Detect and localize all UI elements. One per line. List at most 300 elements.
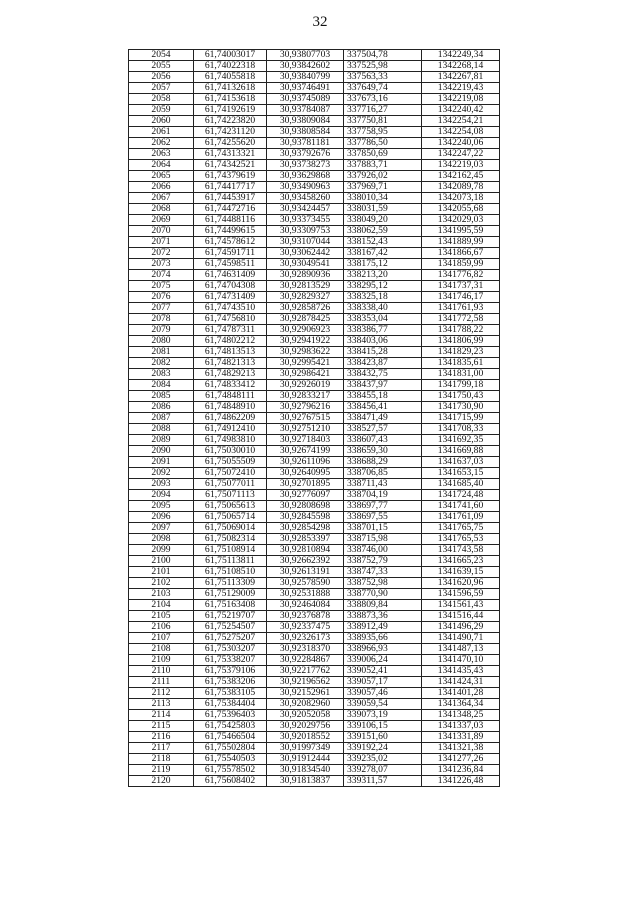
longitude-cell: 30,92767515 — [267, 413, 344, 424]
y-coordinate-cell: 1342219,03 — [422, 160, 500, 171]
y-coordinate-cell: 1341866,67 — [422, 248, 500, 259]
point-number-cell: 2107 — [129, 633, 194, 644]
point-number-cell: 2071 — [129, 237, 194, 248]
x-coordinate-cell: 338338,40 — [344, 303, 422, 314]
longitude-cell: 30,92751210 — [267, 424, 344, 435]
table-row — [129, 204, 500, 215]
point-number-cell: 2091 — [129, 457, 194, 468]
table-row — [129, 732, 500, 743]
table-row — [129, 347, 500, 358]
y-coordinate-cell: 1341715,99 — [422, 413, 500, 424]
longitude-cell: 30,92611096 — [267, 457, 344, 468]
point-number-cell: 2063 — [129, 149, 194, 160]
longitude-cell: 30,93792676 — [267, 149, 344, 160]
y-coordinate-cell: 1342073,18 — [422, 193, 500, 204]
point-number-cell: 2080 — [129, 336, 194, 347]
latitude-cell: 61,74003017 — [194, 50, 267, 61]
point-number-cell: 2113 — [129, 699, 194, 710]
longitude-cell: 30,92464084 — [267, 600, 344, 611]
latitude-cell: 61,74578612 — [194, 237, 267, 248]
x-coordinate-cell: 338697,77 — [344, 501, 422, 512]
point-number-cell: 2062 — [129, 138, 194, 149]
y-coordinate-cell: 1341776,82 — [422, 270, 500, 281]
table-row — [129, 699, 500, 710]
y-coordinate-cell: 1341236,84 — [422, 765, 500, 776]
latitude-cell: 61,74787311 — [194, 325, 267, 336]
latitude-cell: 61,75396403 — [194, 710, 267, 721]
latitude-cell: 61,75129009 — [194, 589, 267, 600]
x-coordinate-cell: 337750,81 — [344, 116, 422, 127]
latitude-cell: 61,74813513 — [194, 347, 267, 358]
table-row — [129, 50, 500, 61]
longitude-cell: 30,91997349 — [267, 743, 344, 754]
table-row — [129, 457, 500, 468]
x-coordinate-cell: 339311,57 — [344, 776, 422, 787]
latitude-cell: 61,74417717 — [194, 182, 267, 193]
table-row — [129, 468, 500, 479]
table-row — [129, 776, 500, 787]
point-number-cell: 2104 — [129, 600, 194, 611]
table-row — [129, 94, 500, 105]
table-row — [129, 391, 500, 402]
table-row — [129, 578, 500, 589]
table-row — [129, 369, 500, 380]
x-coordinate-cell: 338403,06 — [344, 336, 422, 347]
table-row — [129, 149, 500, 160]
y-coordinate-cell: 1341620,96 — [422, 578, 500, 589]
point-number-cell: 2089 — [129, 435, 194, 446]
x-coordinate-cell: 339106,15 — [344, 721, 422, 732]
x-coordinate-cell: 338295,12 — [344, 281, 422, 292]
table-row — [129, 325, 500, 336]
x-coordinate-cell: 338353,04 — [344, 314, 422, 325]
x-coordinate-cell: 339006,24 — [344, 655, 422, 666]
longitude-cell: 30,92326173 — [267, 633, 344, 644]
longitude-cell: 30,92810894 — [267, 545, 344, 556]
longitude-cell: 30,93842602 — [267, 61, 344, 72]
latitude-cell: 61,75082314 — [194, 534, 267, 545]
table-row — [129, 677, 500, 688]
table-row — [129, 622, 500, 633]
y-coordinate-cell: 1341348,25 — [422, 710, 500, 721]
y-coordinate-cell: 1341835,61 — [422, 358, 500, 369]
x-coordinate-cell: 338437,97 — [344, 380, 422, 391]
x-coordinate-cell: 338010,34 — [344, 193, 422, 204]
latitude-cell: 61,74192619 — [194, 105, 267, 116]
y-coordinate-cell: 1341653,15 — [422, 468, 500, 479]
longitude-cell: 30,92858726 — [267, 303, 344, 314]
point-number-cell: 2088 — [129, 424, 194, 435]
point-number-cell: 2061 — [129, 127, 194, 138]
y-coordinate-cell: 1341487,13 — [422, 644, 500, 655]
y-coordinate-cell: 1341331,89 — [422, 732, 500, 743]
point-number-cell: 2097 — [129, 523, 194, 534]
latitude-cell: 61,74743510 — [194, 303, 267, 314]
x-coordinate-cell: 338697,55 — [344, 512, 422, 523]
x-coordinate-cell: 338471,49 — [344, 413, 422, 424]
latitude-cell: 61,75540503 — [194, 754, 267, 765]
y-coordinate-cell: 1341277,26 — [422, 754, 500, 765]
longitude-cell: 30,92029756 — [267, 721, 344, 732]
table-row — [129, 446, 500, 457]
point-number-cell: 2073 — [129, 259, 194, 270]
y-coordinate-cell: 1341321,38 — [422, 743, 500, 754]
y-coordinate-cell: 1341708,33 — [422, 424, 500, 435]
longitude-cell: 30,92813529 — [267, 281, 344, 292]
table-row — [129, 105, 500, 116]
longitude-cell: 30,92613191 — [267, 567, 344, 578]
point-number-cell: 2068 — [129, 204, 194, 215]
x-coordinate-cell: 337850,69 — [344, 149, 422, 160]
latitude-cell: 61,75108914 — [194, 545, 267, 556]
longitude-cell: 30,92662392 — [267, 556, 344, 567]
latitude-cell: 61,75379106 — [194, 666, 267, 677]
point-number-cell: 2074 — [129, 270, 194, 281]
table-row — [129, 171, 500, 182]
point-number-cell: 2078 — [129, 314, 194, 325]
latitude-cell: 61,75069014 — [194, 523, 267, 534]
x-coordinate-cell: 338809,84 — [344, 600, 422, 611]
table-row — [129, 226, 500, 237]
y-coordinate-cell: 1341665,23 — [422, 556, 500, 567]
longitude-cell: 30,92776097 — [267, 490, 344, 501]
table-row — [129, 600, 500, 611]
x-coordinate-cell: 338432,75 — [344, 369, 422, 380]
longitude-cell: 30,93807703 — [267, 50, 344, 61]
longitude-cell: 30,93107044 — [267, 237, 344, 248]
table-row — [129, 523, 500, 534]
table-row — [129, 160, 500, 171]
longitude-cell: 30,93738273 — [267, 160, 344, 171]
table-row — [129, 237, 500, 248]
x-coordinate-cell: 338049,20 — [344, 215, 422, 226]
y-coordinate-cell: 1341831,00 — [422, 369, 500, 380]
point-number-cell: 2110 — [129, 666, 194, 677]
table-row — [129, 765, 500, 776]
point-number-cell: 2082 — [129, 358, 194, 369]
table-row — [129, 270, 500, 281]
x-coordinate-cell: 338031,59 — [344, 204, 422, 215]
y-coordinate-cell: 1341424,31 — [422, 677, 500, 688]
y-coordinate-cell: 1342249,34 — [422, 50, 500, 61]
point-number-cell: 2081 — [129, 347, 194, 358]
y-coordinate-cell: 1342240,06 — [422, 138, 500, 149]
point-number-cell: 2087 — [129, 413, 194, 424]
y-coordinate-cell: 1341226,48 — [422, 776, 500, 787]
latitude-cell: 61,75030010 — [194, 446, 267, 457]
x-coordinate-cell: 338704,19 — [344, 490, 422, 501]
longitude-cell: 30,93809084 — [267, 116, 344, 127]
longitude-cell: 30,92986421 — [267, 369, 344, 380]
latitude-cell: 61,75055509 — [194, 457, 267, 468]
longitude-cell: 30,91813837 — [267, 776, 344, 787]
table-row — [129, 116, 500, 127]
longitude-cell: 30,92337475 — [267, 622, 344, 633]
point-number-cell: 2077 — [129, 303, 194, 314]
table-row — [129, 127, 500, 138]
y-coordinate-cell: 1341829,23 — [422, 347, 500, 358]
longitude-cell: 30,93458260 — [267, 193, 344, 204]
coordinates-table-body — [129, 50, 500, 787]
x-coordinate-cell: 338935,66 — [344, 633, 422, 644]
table-row — [129, 215, 500, 226]
y-coordinate-cell: 1341470,10 — [422, 655, 500, 666]
longitude-cell: 30,92376878 — [267, 611, 344, 622]
point-number-cell: 2067 — [129, 193, 194, 204]
x-coordinate-cell: 339059,54 — [344, 699, 422, 710]
table-row — [129, 710, 500, 721]
longitude-cell: 30,92082960 — [267, 699, 344, 710]
point-number-cell: 2090 — [129, 446, 194, 457]
latitude-cell: 61,75303207 — [194, 644, 267, 655]
table-row — [129, 413, 500, 424]
table-row — [129, 666, 500, 677]
y-coordinate-cell: 1342267,81 — [422, 72, 500, 83]
longitude-cell: 30,93745089 — [267, 94, 344, 105]
table-row — [129, 61, 500, 72]
y-coordinate-cell: 1342268,14 — [422, 61, 500, 72]
x-coordinate-cell: 339057,17 — [344, 677, 422, 688]
longitude-cell: 30,93808584 — [267, 127, 344, 138]
x-coordinate-cell: 338688,29 — [344, 457, 422, 468]
point-number-cell: 2119 — [129, 765, 194, 776]
x-coordinate-cell: 337649,74 — [344, 83, 422, 94]
latitude-cell: 61,75383105 — [194, 688, 267, 699]
longitude-cell: 30,92845598 — [267, 512, 344, 523]
y-coordinate-cell: 1341364,34 — [422, 699, 500, 710]
latitude-cell: 61,75466504 — [194, 732, 267, 743]
y-coordinate-cell: 1342029,03 — [422, 215, 500, 226]
longitude-cell: 30,93373455 — [267, 215, 344, 226]
point-number-cell: 2070 — [129, 226, 194, 237]
y-coordinate-cell: 1342219,08 — [422, 94, 500, 105]
table-row — [129, 380, 500, 391]
latitude-cell: 61,74132618 — [194, 83, 267, 94]
latitude-cell: 61,74912410 — [194, 424, 267, 435]
x-coordinate-cell: 337926,02 — [344, 171, 422, 182]
y-coordinate-cell: 1341639,15 — [422, 567, 500, 578]
y-coordinate-cell: 1342240,42 — [422, 105, 500, 116]
y-coordinate-cell: 1342089,78 — [422, 182, 500, 193]
longitude-cell: 30,93490963 — [267, 182, 344, 193]
longitude-cell: 30,92578590 — [267, 578, 344, 589]
longitude-cell: 30,92674199 — [267, 446, 344, 457]
x-coordinate-cell: 338701,15 — [344, 523, 422, 534]
latitude-cell: 61,74631409 — [194, 270, 267, 281]
latitude-cell: 61,75071113 — [194, 490, 267, 501]
y-coordinate-cell: 1341995,59 — [422, 226, 500, 237]
latitude-cell: 61,74802212 — [194, 336, 267, 347]
x-coordinate-cell: 338770,90 — [344, 589, 422, 600]
latitude-cell: 61,75163408 — [194, 600, 267, 611]
point-number-cell: 2069 — [129, 215, 194, 226]
y-coordinate-cell: 1341761,09 — [422, 512, 500, 523]
latitude-cell: 61,75578502 — [194, 765, 267, 776]
longitude-cell: 30,92640995 — [267, 468, 344, 479]
table-row — [129, 138, 500, 149]
y-coordinate-cell: 1342254,21 — [422, 116, 500, 127]
point-number-cell: 2102 — [129, 578, 194, 589]
longitude-cell: 30,92906923 — [267, 325, 344, 336]
table-row — [129, 424, 500, 435]
y-coordinate-cell: 1341337,03 — [422, 721, 500, 732]
point-number-cell: 2072 — [129, 248, 194, 259]
x-coordinate-cell: 338873,36 — [344, 611, 422, 622]
y-coordinate-cell: 1341746,17 — [422, 292, 500, 303]
table-row — [129, 567, 500, 578]
x-coordinate-cell: 337758,95 — [344, 127, 422, 138]
latitude-cell: 61,74379619 — [194, 171, 267, 182]
x-coordinate-cell: 338966,93 — [344, 644, 422, 655]
y-coordinate-cell: 1341596,59 — [422, 589, 500, 600]
y-coordinate-cell: 1341669,88 — [422, 446, 500, 457]
point-number-cell: 2114 — [129, 710, 194, 721]
coordinates-table — [128, 49, 500, 787]
x-coordinate-cell: 337969,71 — [344, 182, 422, 193]
longitude-cell: 30,92701895 — [267, 479, 344, 490]
table-row — [129, 358, 500, 369]
y-coordinate-cell: 1341859,99 — [422, 259, 500, 270]
table-row — [129, 193, 500, 204]
y-coordinate-cell: 1341799,18 — [422, 380, 500, 391]
point-number-cell: 2085 — [129, 391, 194, 402]
x-coordinate-cell: 339151,60 — [344, 732, 422, 743]
y-coordinate-cell: 1341516,44 — [422, 611, 500, 622]
x-coordinate-cell: 338912,49 — [344, 622, 422, 633]
latitude-cell: 61,75108510 — [194, 567, 267, 578]
longitude-cell: 30,92808698 — [267, 501, 344, 512]
latitude-cell: 61,74983810 — [194, 435, 267, 446]
latitude-cell: 61,75502804 — [194, 743, 267, 754]
y-coordinate-cell: 1341496,29 — [422, 622, 500, 633]
point-number-cell: 2116 — [129, 732, 194, 743]
table-row — [129, 336, 500, 347]
longitude-cell: 30,92829327 — [267, 292, 344, 303]
table-row — [129, 479, 500, 490]
latitude-cell: 61,74022318 — [194, 61, 267, 72]
y-coordinate-cell: 1341765,53 — [422, 534, 500, 545]
longitude-cell: 30,93309753 — [267, 226, 344, 237]
table-row — [129, 83, 500, 94]
x-coordinate-cell: 339073,19 — [344, 710, 422, 721]
x-coordinate-cell: 338325,18 — [344, 292, 422, 303]
latitude-cell: 61,74255620 — [194, 138, 267, 149]
y-coordinate-cell: 1341685,40 — [422, 479, 500, 490]
longitude-cell: 30,92196562 — [267, 677, 344, 688]
x-coordinate-cell: 339235,02 — [344, 754, 422, 765]
point-number-cell: 2118 — [129, 754, 194, 765]
point-number-cell: 2084 — [129, 380, 194, 391]
longitude-cell: 30,92854298 — [267, 523, 344, 534]
latitude-cell: 61,75608402 — [194, 776, 267, 787]
table-row — [129, 259, 500, 270]
latitude-cell: 61,74821313 — [194, 358, 267, 369]
latitude-cell: 61,74153618 — [194, 94, 267, 105]
latitude-cell: 61,74231120 — [194, 127, 267, 138]
longitude-cell: 30,93781181 — [267, 138, 344, 149]
y-coordinate-cell: 1341737,31 — [422, 281, 500, 292]
longitude-cell: 30,92796216 — [267, 402, 344, 413]
point-number-cell: 2057 — [129, 83, 194, 94]
table-row — [129, 512, 500, 523]
longitude-cell: 30,92941922 — [267, 336, 344, 347]
x-coordinate-cell: 338175,12 — [344, 259, 422, 270]
latitude-cell: 61,74848111 — [194, 391, 267, 402]
x-coordinate-cell: 338752,79 — [344, 556, 422, 567]
x-coordinate-cell: 338607,43 — [344, 435, 422, 446]
x-coordinate-cell: 338715,98 — [344, 534, 422, 545]
longitude-cell: 30,93049541 — [267, 259, 344, 270]
table-row — [129, 501, 500, 512]
y-coordinate-cell: 1341765,75 — [422, 523, 500, 534]
table-row — [129, 72, 500, 83]
point-number-cell: 2105 — [129, 611, 194, 622]
table-row — [129, 633, 500, 644]
point-number-cell: 2065 — [129, 171, 194, 182]
x-coordinate-cell: 338386,77 — [344, 325, 422, 336]
y-coordinate-cell: 1342254,08 — [422, 127, 500, 138]
point-number-cell: 2100 — [129, 556, 194, 567]
latitude-cell: 61,75113811 — [194, 556, 267, 567]
table-row — [129, 655, 500, 666]
x-coordinate-cell: 338752,98 — [344, 578, 422, 589]
table-row — [129, 435, 500, 446]
latitude-cell: 61,74756810 — [194, 314, 267, 325]
y-coordinate-cell: 1342247,22 — [422, 149, 500, 160]
longitude-cell: 30,92926019 — [267, 380, 344, 391]
x-coordinate-cell: 337563,33 — [344, 72, 422, 83]
table-row — [129, 303, 500, 314]
table-row — [129, 644, 500, 655]
table-row — [129, 314, 500, 325]
y-coordinate-cell: 1342162,45 — [422, 171, 500, 182]
table-row — [129, 248, 500, 259]
x-coordinate-cell: 339052,41 — [344, 666, 422, 677]
point-number-cell: 2111 — [129, 677, 194, 688]
y-coordinate-cell: 1341730,90 — [422, 402, 500, 413]
latitude-cell: 61,75275207 — [194, 633, 267, 644]
y-coordinate-cell: 1341788,22 — [422, 325, 500, 336]
x-coordinate-cell: 338659,30 — [344, 446, 422, 457]
table-row — [129, 556, 500, 567]
y-coordinate-cell: 1341561,43 — [422, 600, 500, 611]
x-coordinate-cell: 338456,41 — [344, 402, 422, 413]
y-coordinate-cell: 1341741,60 — [422, 501, 500, 512]
x-coordinate-cell: 338423,87 — [344, 358, 422, 369]
y-coordinate-cell: 1341490,71 — [422, 633, 500, 644]
table-row — [129, 534, 500, 545]
longitude-cell: 30,92878425 — [267, 314, 344, 325]
longitude-cell: 30,91912444 — [267, 754, 344, 765]
latitude-cell: 61,74829213 — [194, 369, 267, 380]
latitude-cell: 61,74223820 — [194, 116, 267, 127]
longitude-cell: 30,92284867 — [267, 655, 344, 666]
longitude-cell: 30,92983622 — [267, 347, 344, 358]
longitude-cell: 30,92217762 — [267, 666, 344, 677]
point-number-cell: 2066 — [129, 182, 194, 193]
longitude-cell: 30,93424457 — [267, 204, 344, 215]
latitude-cell: 61,74848910 — [194, 402, 267, 413]
x-coordinate-cell: 337716,27 — [344, 105, 422, 116]
x-coordinate-cell: 338415,28 — [344, 347, 422, 358]
point-number-cell: 2099 — [129, 545, 194, 556]
longitude-cell: 30,92718403 — [267, 435, 344, 446]
x-coordinate-cell: 338455,18 — [344, 391, 422, 402]
point-number-cell: 2058 — [129, 94, 194, 105]
table-row — [129, 545, 500, 556]
x-coordinate-cell: 338711,43 — [344, 479, 422, 490]
point-number-cell: 2079 — [129, 325, 194, 336]
